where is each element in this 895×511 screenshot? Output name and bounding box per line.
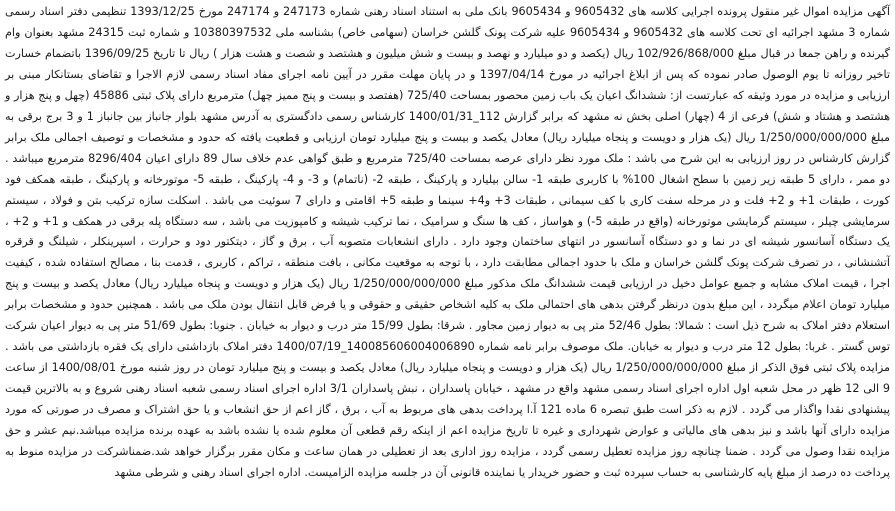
auction-notice-text: آگهی مزایده اموال غیر منقول پرونده اجرایی کلاسه های 9605432 و 9605434 بانک ملی به استناد اسناد رهنی شماره 247173 و 247174 مورخ 1393/12/25 تنظیمی دفتر اسناد رسمی شماره 3 مشهد اجرائیه ای تحت کلاسه های 9605432 و 9605434 علیه شرکت پونک گلشن خراسان (سهامی خاص) بشناسه ملی 10380397532 و شماره ثبت 24315 مشهد بعنوان وام گیرنده و راهن جمعا در قبال مبلغ 102/926/868/000 ریال (یکصد و دو میلیارد و نهصد و بیست و شش میلیون و هشتصد و شصت و هشت هزار ) ریال تا تاریخ 1396/09/25 باتضمام خسارت تاخیر روزانه تا یوم الوصول صادر نموده که پس از ابلاغ اجرائیه در مورخ 1397/04/14 و در پایان مهلت مقرر در آیین نامه اجرای مفاد اسناد رسمی لازم الاجرا و تقاضای بستانکار مبنی بر ارزیابی و مزایده در مورد وثیقه که عبارتست از: ششدانگ اعیان یک باب زمین محصور بمساحت 725/40 (هفتصد و بیست و پنج ممیز چهل) مترمربع دارای پلاک ثبتی 45886 (چهل و پنج هزار و هشتصد و هشتاد و شش) فرعی از 4 (چهار) اصلی بخش نه مشهد که برابر گزارش 112_1400/01/31 کارشناس رسمی دادگستری به آدرس مشهد بلوار جانباز بین جانباز 1 و 3 برج برقی به مبلغ 1/250/000/000/000 ریال (یک هزار و دویست و پنجاه میلیارد ریال) معادل یکصد و بیست و پنج میلیارد تومان ارزیابی و قطعیت یافته که حدود و مشخصات و توصیف اجمالی ملک برابر گزارش کارشناس در روز ارزیابی به این شرح می باشد : ملک مورد نظر دارای عرصه بمساحت 725/40 مترمربع و طبق گواهی عدم خلاف سال 89 دارای اعیان 8296/404 مترمربع میباشد . دو ممر ، دارای 5 طبقه زیر زمین با سطح اشغال 100% با کاربری طبقه 1- سالن بیلیارد و پارکینگ ، طبقه 2- (ناتمام) و 3- و 4- پارکینگ ، طبقه 5- موتورخانه و پارکینگ ، طبقه همکف فود کورت ، طبقات 1+ و 2+ فلت و در مرحله سفت کاری با کف سیمانی ، طبقات 3+ و4+ سینما و طبقه 5+ اقامتی و دارای 7 سوئیت می باشد . اسکلت سازه ترکیب بتن و فولاد ، سیستم سرمایشی چیلر ، سیستم گرمایشی موتورخانه (واقع در طبقه 5-) و هواساز ، کف ها سنگ و سرامیک ، نما ترکیب شیشه و کامپوزیت می باشد ، سه دستگاه پله برقی در همکف و 1+ و 2+ ، یک دستگاه آسانسور شیشه ای در نما و دو دستگاه آسانسور در انتهای ساختمان وجود دارد . دارای انشعابات متصوبه آب ، برق و گاز ، دیتکتور دود و حرارت ، اسپرینکلر ، شیلنگ و قرقره آتشنشانی ، در تصرف شرکت پونک گلشن خراسان و ملک با حدود اجمالی مطابقت دارد ، با توجه به موقعیت مکانی ، بافت منطقه ، تراکم ، کاربری ، قدمت بنا ، مصالح استفاده شده ، کیفیت اجرا ، قیمت املاک مشابه و جمیع عوامل دخیل در ارزیابی قیمت ششدانگ ملک مذکور مبلغ 1/250/000/000/000 ریال (یک هزار و دویست و پنجاه میلیارد ریال) معادل یکصد و بیست و پنج میلیارد تومان اعلام میگردد ، این مبلغ بدون درنظر گرفتن بدهی های احتمالی ملک به کلیه اشخاص حقیقی و حقوقی و یا فرض قابل انتقال بودن ملک می باشد . همچنین حدود و مشخصات برابر استعلام دفتر املاک به شرح ذیل است : شمالا: بطول 52/46 متر پی به دیوار زمین مجاور . شرقا: بطول 15/99 متر درب و دیوار به خیابان . جنوبا: بطول 51/69 متر پی به دیوار اعیان شرکت توس گستر . غربا: بطول 12 متر درب و دیوار به خیابان. ملک موصوف برابر نامه شماره 140085606004006890_1400/07/19 دفتر املاک بازداشتی دارای یک فقره بازداشتی می باشد . مزایده پلاک ثبتی فوق الذکر از مبلغ 1/250/000/000/000 ریال (یک هزار و دویست و پنجاه میلیارد ریال) معادل یکصد و بیست و پنج میلیارد تومان در روز شنبه مورخ 1400/08/01 از ساعت 9 الی 12 ظهر در محل شعبه اول اداره اجرای اسناد رسمی مشهد واقع در مشهد ، خیابان پاسداران ، نبش پاسداران 3/1 اداره اجرای اسناد رسمی شعبه اسناد رهنی شروع و به بالاترین قیمت پیشنهادی نقدا واگذار می گردد . لازم به ذکر است طبق تبصره 6 ماده 121 آ.ا پرداخت بدهی های مربوط به آب ، برق ، گاز اعم از حق انشعاب و یا حق اشتراک و مصرف در صورتی که مورد مزایده دارای آنها باشد و نیز بدهی های مالیاتی و عوارض شهرداری و غیره تا تاریخ مزایده اعم از اینکه رقم قطعی آن معلوم شده یا نشده باشد به عهده برنده مزایده میباشد.نیم عشر و حق مزایده نقدا وصول می گردد . ضمنا چنانچه روز مزایده تعطیل رسمی گردد ، مزایده روز اداری بعد از تعطیلی در همان ساعت و مکان مقرر برگزار خواهد شد.ضمناشرکت در مزایده منوط به پرداخت ده درصد از مبلغ پایه کارشناسی به حساب سپرده ثبت و حضور خریدار یا نماینده قانونی آن در جلسه مزایده الزامیست. اداره اجرای اسناد رهنی و شرطی مشهد	[5, 5, 891, 479]
